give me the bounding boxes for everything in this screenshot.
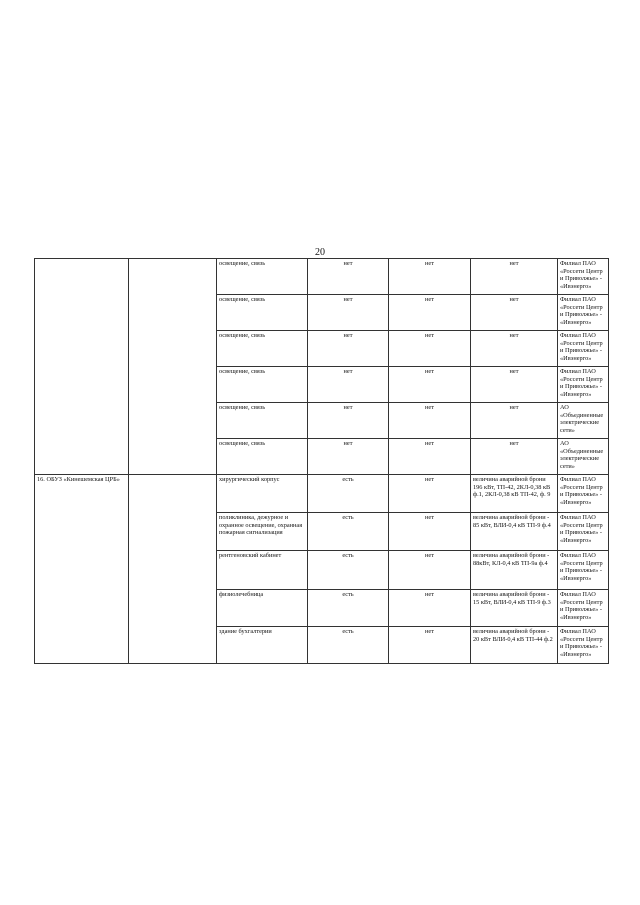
reserve-cell: нет — [471, 367, 558, 403]
status-cell: нет — [389, 513, 471, 551]
supplier-cell: Филиал ПАО «Россети Центр и Приволжье» - «Ивэнерго» — [558, 331, 609, 367]
status-cell: нет — [389, 331, 471, 367]
table-row — [35, 475, 609, 513]
emergency-power-table — [34, 258, 609, 664]
object-cell: поликлиника, дежурное и охранное освещение, охранная пожарная сигнализация — [217, 513, 308, 551]
table-row — [35, 259, 609, 295]
status-cell: нет — [308, 403, 389, 439]
reserve-cell: нет — [471, 439, 558, 475]
reserve-cell: величина аварийной брони 196 кВт, ТП-42, 2КЛ-0,38 кВ ф.1, 2КЛ-0,38 кВ ТП-42, ф. 9 — [471, 475, 558, 513]
reserve-cell: нет — [471, 259, 558, 295]
status-cell: нет — [389, 403, 471, 439]
status-cell: есть — [308, 551, 389, 590]
status-cell: есть — [308, 627, 389, 664]
object-cell: рентгеновский кабинет — [217, 551, 308, 590]
status-cell: нет — [389, 295, 471, 331]
status-cell: нет — [389, 439, 471, 475]
object-cell: физиолечебница — [217, 590, 308, 627]
status-cell: нет — [308, 439, 389, 475]
reserve-cell: нет — [471, 295, 558, 331]
object-cell: освещение, связь — [217, 259, 308, 295]
object-cell: здание бухгалтерии — [217, 627, 308, 664]
reserve-cell: величина аварийной брони - 85 кВт, ВЛИ-0,4 кВ ТП-9 ф.4 — [471, 513, 558, 551]
supplier-cell: Филиал ПАО «Россети Центр и Приволжье» - «Ивэнерго» — [558, 295, 609, 331]
object-cell: хирургический корпус — [217, 475, 308, 513]
supplier-cell: Филиал ПАО «Россети Центр и Приволжье» - «Ивэнерго» — [558, 590, 609, 627]
status-cell: нет — [389, 627, 471, 664]
supplier-cell: Филиал ПАО «Россети Центр и Приволжье» - «Ивэнерго» — [558, 367, 609, 403]
status-cell: нет — [308, 259, 389, 295]
reserve-cell: нет — [471, 331, 558, 367]
status-cell: есть — [308, 475, 389, 513]
page-number: 20 — [315, 247, 325, 258]
reserve-cell: величина аварийной брони - 20 кВт ВЛИ-0,4 кВ ТП-44 ф.2 — [471, 627, 558, 664]
reserve-cell: величина аварийной брони - 15 кВт, ВЛИ-0,4 кВ ТП-9 ф.3 — [471, 590, 558, 627]
status-cell: нет — [308, 367, 389, 403]
object-cell: освещение, связь — [217, 439, 308, 475]
object-cell: освещение, связь — [217, 331, 308, 367]
status-cell: есть — [308, 513, 389, 551]
organization-cell: 16. ОБУЗ «Кинешемская ЦРБ» — [35, 475, 129, 664]
status-cell: нет — [389, 551, 471, 590]
object-cell: освещение, связь — [217, 403, 308, 439]
object-cell: освещение, связь — [217, 367, 308, 403]
status-cell: есть — [308, 590, 389, 627]
status-cell: нет — [389, 590, 471, 627]
supplier-cell: Филиал ПАО «Россети Центр и Приволжье» - «Ивэнерго» — [558, 513, 609, 551]
organization-cell — [35, 259, 129, 475]
status-cell: нет — [308, 295, 389, 331]
reserve-cell: нет — [471, 403, 558, 439]
district-cell — [129, 475, 217, 664]
object-cell: освещение, связь — [217, 295, 308, 331]
status-cell: нет — [389, 367, 471, 403]
supplier-cell: Филиал ПАО «Россети Центр и Приволжье» - «Ивэнерго» — [558, 627, 609, 664]
status-cell: нет — [389, 259, 471, 295]
supplier-cell: АО «Объединенные электрические сети» — [558, 403, 609, 439]
status-cell: нет — [389, 475, 471, 513]
supplier-cell: Филиал ПАО «Россети Центр и Приволжье» - «Ивэнерго» — [558, 475, 609, 513]
supplier-cell: Филиал ПАО «Россети Центр и Приволжье» - «Ивэнерго» — [558, 551, 609, 590]
supplier-cell: Филиал ПАО «Россети Центр и Приволжье» - «Ивэнерго» — [558, 259, 609, 295]
district-cell — [129, 259, 217, 475]
reserve-cell: величина аварийной брони - 88кВт, КЛ-0,4 кВ ТП-9а ф.4 — [471, 551, 558, 590]
supplier-cell: АО «Объединенные электрические сети» — [558, 439, 609, 475]
status-cell: нет — [308, 331, 389, 367]
